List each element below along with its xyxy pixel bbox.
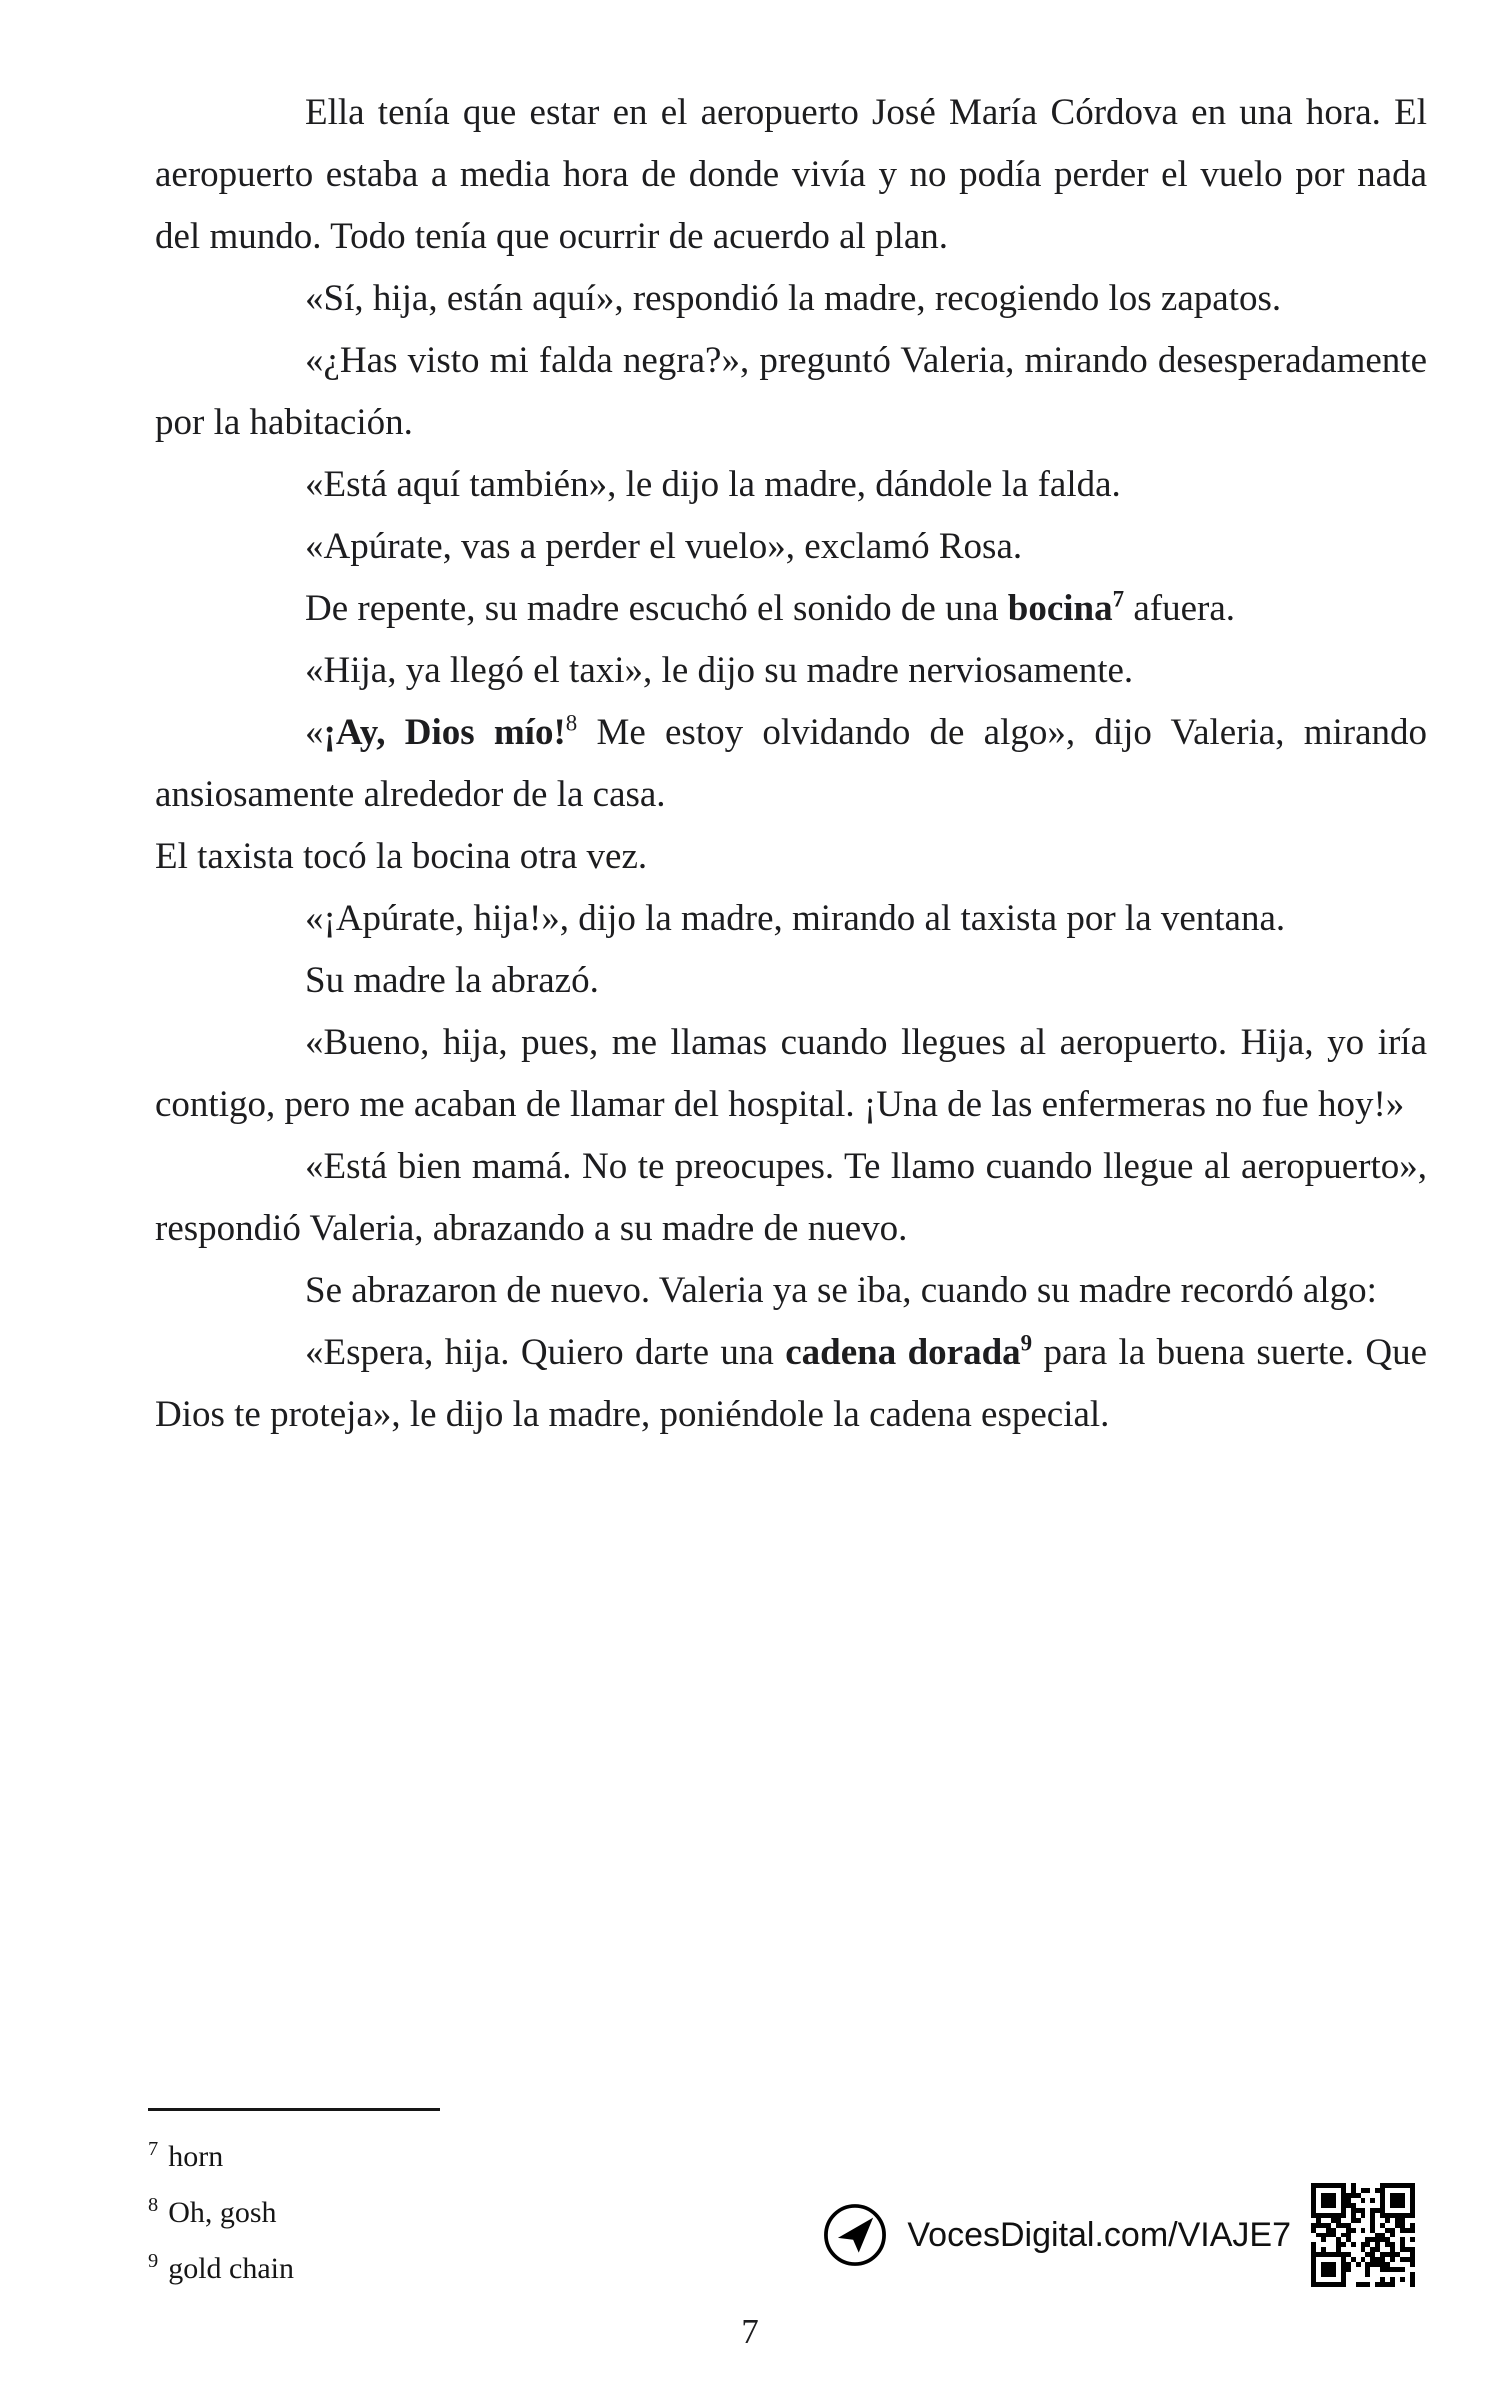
story-paragraph: El taxista tocó la bocina otra vez.	[155, 836, 648, 877]
footnote-item: $^9$ gold chain	[148, 2250, 295, 2285]
story-paragraph: «¿Has visto mi falda negra?», preguntó Valeria, mirando desesperadamente por la habitación.	[155, 340, 1427, 443]
story-paragraph: «Hija, ya llegó el taxi», le dijo su madre nerviosamente.	[305, 650, 1134, 691]
story-paragraph: «Sí, hija, están aquí», respondió la madre, recogiendo los zapatos.	[305, 278, 1282, 319]
footnote-item: $^7$ horn	[148, 2138, 224, 2173]
story-paragraph: «Bueno, hija, pues, me llamas cuando llegues al aeropuerto. Hija, yo iría contigo, pero me acaban de llamar del hospital. ¡Una de las enfermeras no fue hoy!»	[155, 1022, 1427, 1125]
story-paragraph: «Espera, hija. Quiero darte una cadena dorada$^9$ para la buena suerte. Que Dios te proteja», le dijo la madre, poniéndole la cadena especial.	[155, 1330, 1427, 1435]
footnotes-list	[148, 2129, 748, 2297]
story-paragraph: Ella tenía que estar en el aeropuerto José María Córdova en una hora. El aeropuerto estaba a media hora de donde vivía y no podía perder el vuelo por nada del mundo. Todo tenía que ocurrir de acuerdo al plan.	[155, 92, 1427, 257]
story-paragraph: Su madre la abrazó.	[305, 960, 599, 1001]
footnote-item: $^8$ Oh, gosh	[148, 2194, 277, 2229]
story-paragraph: Se abrazaron de nuevo. Valeria ya se iba, cuando su madre recordó algo:	[305, 1270, 1377, 1311]
footnote-divider	[148, 2108, 440, 2111]
paper-plane-icon	[823, 2203, 887, 2267]
footnotes-section	[148, 2108, 748, 2297]
story-paragraph: «Apúrate, vas a perder el vuelo», exclamó Rosa.	[305, 526, 1023, 567]
story-paragraph: De repente, su madre escuchó el sonido de una bocina$^7$ afuera.	[305, 586, 1235, 629]
story-paragraph: «¡Ay, Dios mío!$^8$ Me estoy olvidando de algo», dijo Valeria, mirando ansiosamente alrededor de la casa.	[155, 710, 1428, 815]
story	[155, 82, 1427, 1446]
story-paragraph: «Está aquí también», le dijo la madre, dándole la falda.	[305, 464, 1121, 505]
story-paragraph: «Está bien mamá. No te preocupes. Te llamo cuando llegue al aeropuerto», respondió Valeria, abrazando a su madre de nuevo.	[155, 1146, 1427, 1249]
page-number: 7	[741, 2312, 759, 2351]
footer	[823, 2183, 1415, 2287]
story-paragraph: «¡Apúrate, hija!», dijo la madre, mirando al taxista por la ventana.	[305, 898, 1286, 939]
qr-code	[1311, 2183, 1415, 2287]
footer-link[interactable]: VocesDigital.com/VIAJE7	[907, 2215, 1291, 2254]
